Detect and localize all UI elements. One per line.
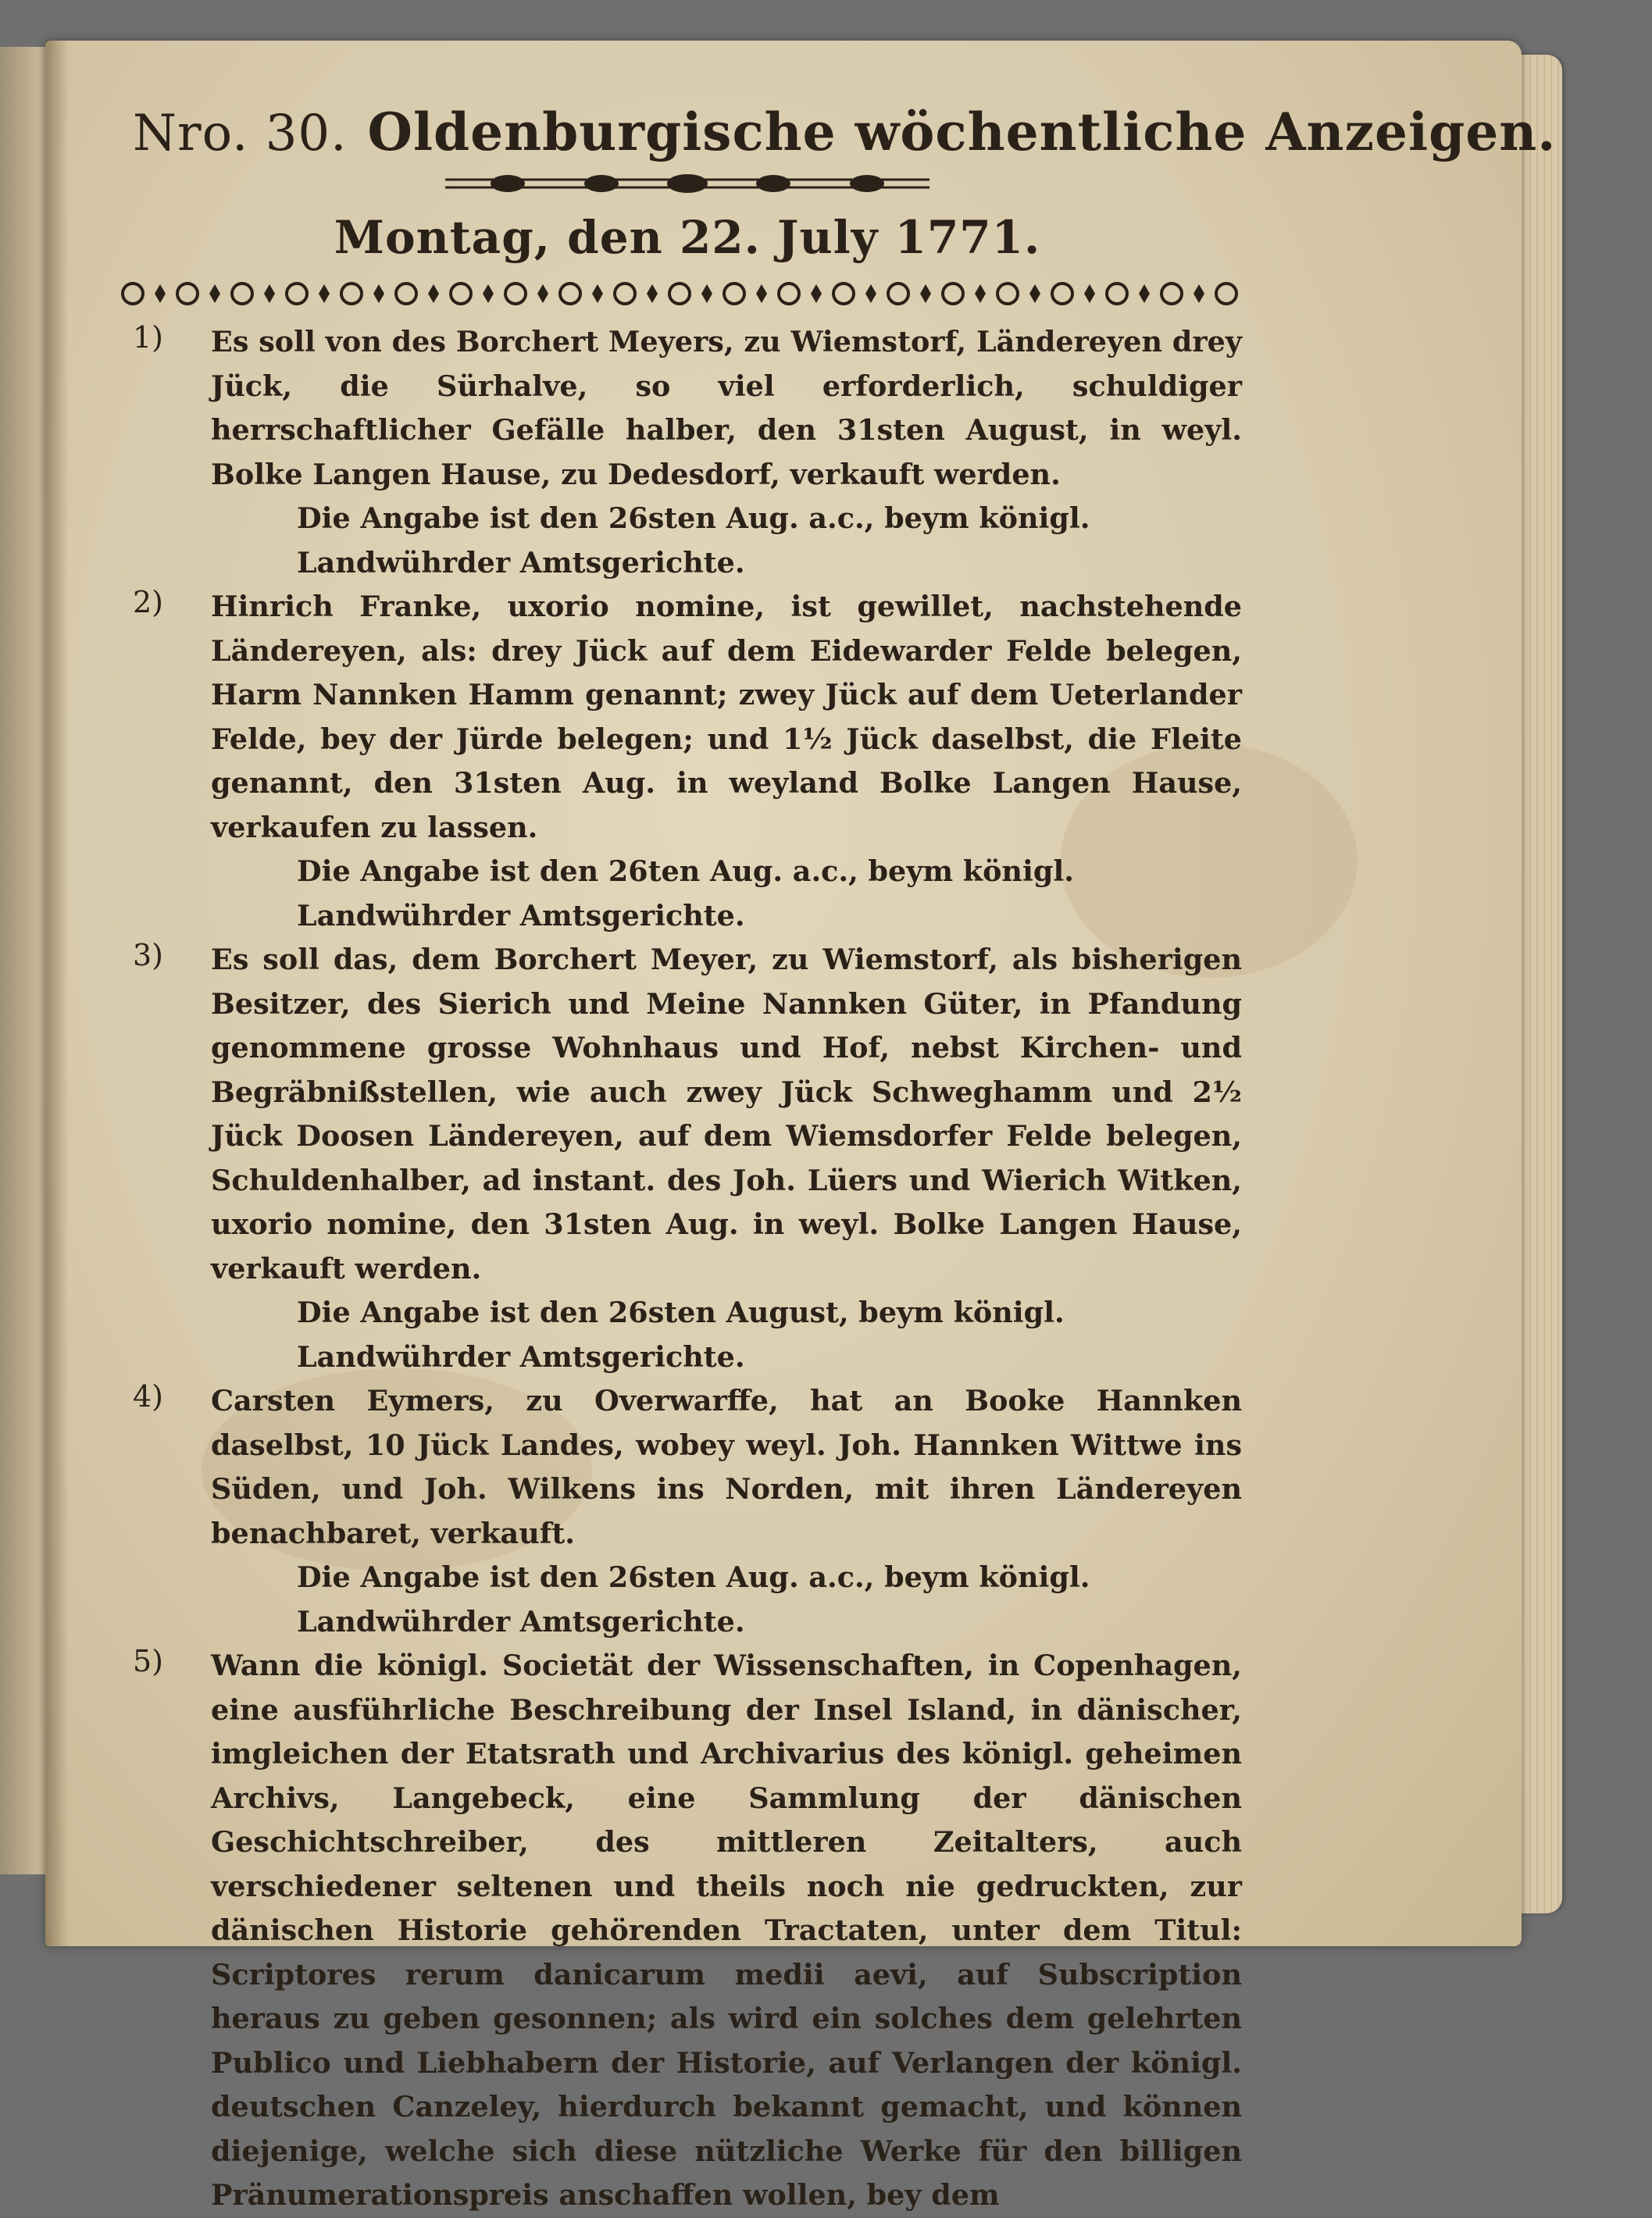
notice-number: 5) <box>133 1644 164 1678</box>
notice-text: Es soll das, dem Borchert Meyer, zu Wiemstorf, als bisherigen Besitzer, des Sierich und Meine Nannken Güter, in Pfandung genommene grosse Wohnhaus und Hof, nebst Kirchen- und Begräbnißstellen, wie auch zwey Jück Schweghamm und 2½ Jück Doosen Ländereyen, auf dem Wiemsdorfer Felde belegen, Schuldenhalber, ad instant. des Joh. Lüers und Wierich Witken, uxorio nomine, den 31sten Aug. in weyl. Bolke Langen Hause, verkauft werden. <box>211 943 1242 1286</box>
issue-number: Nro. 30. <box>133 105 348 162</box>
notice-3 <box>133 938 1242 1379</box>
ornament-rule <box>445 173 929 194</box>
newspaper-title: Oldenburgische wöchentliche Anzeigen. <box>367 102 1557 162</box>
masthead <box>133 102 1557 162</box>
ornamental-border-icon <box>117 278 1258 309</box>
notice-text: Es soll von des Borchert Meyers, zu Wiemstorf, Ländereyen drey Jück, die Sürhalve, so viel erforderlich, schuldiger herrschaftlicher Gefälle halber, den 31sten August, in weyl. Bolke Langen Hause, zu Dedesdorf, verkauft werden. <box>211 325 1242 491</box>
notice-4 <box>133 1379 1242 1644</box>
notice-number: 1) <box>133 320 164 355</box>
page-content <box>133 102 1557 2218</box>
notice-note: Die Angabe ist den 26ten Aug. a.c., beym königl. Landwührder Amtsgerichte. <box>297 854 1074 932</box>
notice-text: Wann die königl. Societät der Wissenschaften, in Copenhagen, eine ausführliche Beschreibung der Insel Island, in dänischer, imgleichen der Etatsrath und Archivarius des königl. geheimen Archivs, Langebeck, eine Sammlung der dänischen Geschichtschreiber, des mittleren Zeitalters, auch verschiedener seltenen und theils noch nie gedruckten, zur dänischen Historie gehörenden Tractaten, unter dem Titul: Scriptores rerum danicarum medii aevi, auf Subscription heraus zu geben gesonnen; als wird ein solches dem gelehrten Publico und Liebhabern der Historie, auf Verlangen der königl. deutschen Canzeley, hierdurch bekannt gemacht, und können diejenige, welche sich diese nützliche Werke für den billigen Pränumerationspreis anschaffen wollen, bey dem <box>211 1649 1242 2212</box>
notice-text: Carsten Eymers, zu Overwarffe, hat an Booke Hannken daselbst, 10 Jück Landes, wobey weyl. Joh. Hannken Wittwe ins Süden, und Joh. Wilkens ins Norden, mit ihren Ländereyen benachbaret, verkauft. <box>211 1384 1242 1550</box>
notice-number: 3) <box>133 938 164 972</box>
notice-note: Die Angabe ist den 26sten Aug. a.c., beym königl. Landwührder Amtsgerichte. <box>297 1560 1090 1639</box>
notice-note: Die Angabe ist den 26sten Aug. a.c., beym königl. Landwührder Amtsgerichte. <box>297 501 1090 579</box>
dateline: Montag, den 22. July 1771. <box>334 211 1041 264</box>
notice-text: Hinrich Franke, uxorio nomine, ist gewillet, nachstehende Ländereyen, als: drey Jück auf dem Eidewarder Felde belegen, Harm Nannken Hamm genannt; zwey Jück auf dem Ueterlander Felde, bey der Jürde belegen; und 1½ Jück daselbst, die Fleite genannt, den 31sten Aug. in weyland Bolke Langen Hause, verkaufen zu lassen. <box>211 590 1242 844</box>
notice-note: Die Angabe ist den 26sten August, beym königl. Landwührder Amtsgerichte. <box>297 1296 1065 1374</box>
notice-2 <box>133 585 1242 938</box>
spine-shadow <box>45 41 69 1946</box>
notice-number: 4) <box>133 1379 164 1414</box>
notice-number: 2) <box>133 585 164 619</box>
ornament-rule-icon <box>445 173 929 194</box>
notice-5 <box>133 1644 1242 2218</box>
notice-1 <box>133 320 1242 585</box>
notice-list <box>133 320 1242 2218</box>
ornamental-border <box>117 278 1258 309</box>
